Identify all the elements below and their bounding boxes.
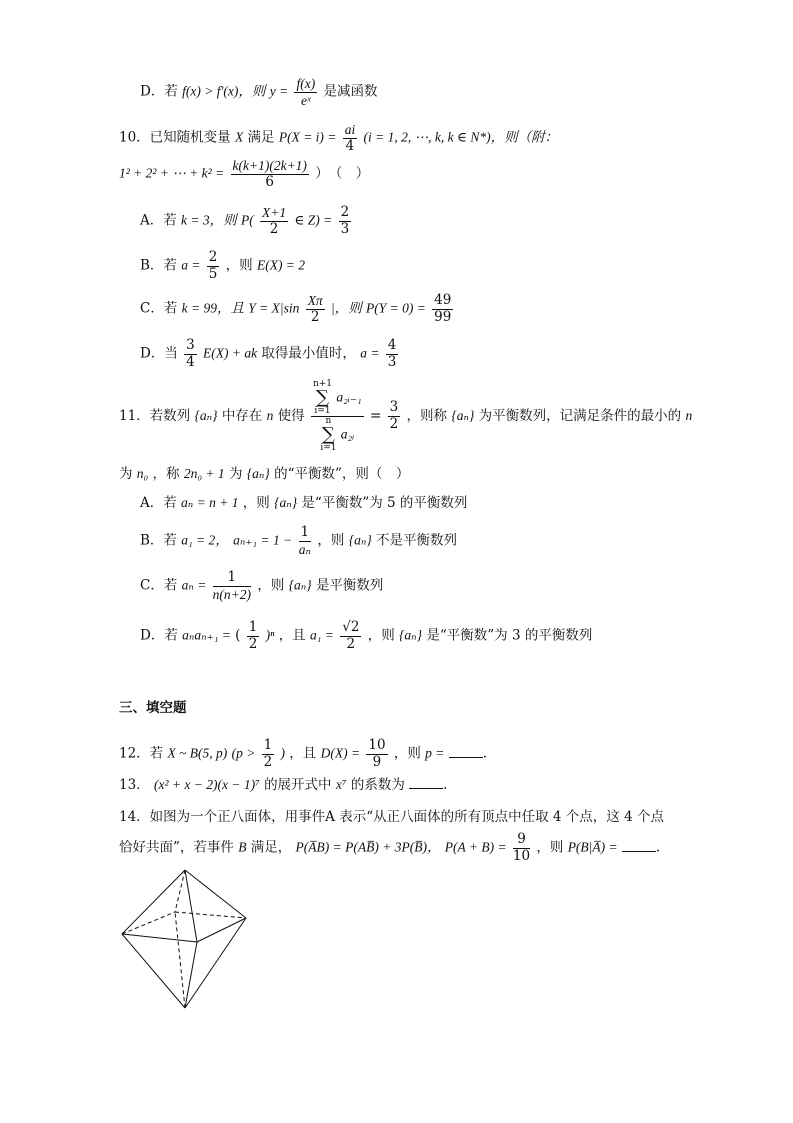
q11-a-c: ，则 [242, 495, 270, 511]
q10-hint [119, 158, 369, 190]
octahedron-figure [115, 866, 255, 1014]
q10-c-fraction [306, 293, 325, 325]
q10-b-c: ，则 [225, 257, 253, 274]
q13-c: 的展开式中 [264, 777, 332, 793]
q10-c-num: Xπ [307, 293, 323, 308]
q11-d-c: ( [235, 627, 241, 644]
q11-a-a: A．若 [140, 495, 177, 511]
q10-d-fraction [184, 338, 197, 370]
q11-stem [119, 380, 692, 453]
q12-d: ) [280, 745, 285, 761]
q10-a-b: k = 3，则 [181, 212, 237, 228]
q11-b-num: 1 [300, 524, 310, 540]
q11-stem-a: 11．若数列 [119, 408, 191, 424]
q11-b-d: ，则 [317, 532, 345, 549]
q10-d-d: a = [360, 345, 380, 361]
q10-stem-a: 10．已知随机变量 [119, 129, 231, 146]
q14-l2-a: 恰好共面”，若事件 [119, 839, 234, 856]
q9-d-den: eˣ [300, 92, 311, 108]
q10-a-num: X+1 [262, 205, 287, 220]
q14-l2-c: P(A̅B) = P(AB̅) + 3P(B̅)， [295, 839, 441, 855]
q11-c-num: 1 [213, 570, 251, 587]
q11-b-e: {aₙ} [348, 532, 372, 548]
q11-a-e: 是“平衡数”为 5 的平衡数列 [301, 495, 468, 511]
q11-sum-bottom [311, 417, 364, 453]
q11-stem-n: n [266, 408, 274, 423]
q12-c-num: 1 [263, 737, 273, 753]
q10-stem-c: (i = 1, 2, ⋯, k, k ∈ N*)，则（附： [363, 129, 559, 145]
q10-hint-den: 6 [265, 173, 275, 190]
q14-l2-e: ，则 [536, 839, 564, 856]
q11-option-a [140, 491, 467, 511]
q13-f: . [443, 777, 448, 793]
q14-den: 10 [512, 847, 531, 864]
q12-f-den: 9 [372, 753, 382, 770]
q11-option-c [140, 570, 383, 602]
q11-d-den: 2 [248, 635, 258, 652]
q9-d-prefix: D．若 [140, 83, 178, 100]
q9-d-suffix: 是减函数 [323, 83, 378, 100]
q11-sum-bot-lower: i=1 [320, 443, 337, 453]
q11-sum-fraction [311, 380, 364, 453]
q14-num: 9 [513, 832, 530, 849]
q10-hint-num: k(k+1)(2k+1) [232, 158, 307, 173]
q11-sum-top-sigma [313, 380, 332, 416]
q12-i: . [482, 745, 487, 762]
q11-d-h: {aₙ} [399, 627, 423, 643]
q14-line1: 14．如图为一个正八面体，用事件A 表示“从正八面体的所有顶点中任取 4 个点，这 4 个点 [119, 809, 664, 825]
q12-c: (p > [231, 745, 256, 761]
q11-d-a: D．若 [140, 627, 178, 644]
q12-a: 12．若 [119, 745, 164, 762]
q9-d-y: y = [269, 83, 289, 99]
q14-line2 [119, 832, 660, 864]
answer-blank[interactable] [622, 839, 656, 852]
q12-f: D(X) = [320, 745, 361, 761]
q10-c-rnum: 49 [434, 292, 452, 308]
q10-stem-b: 满足 [247, 129, 275, 146]
q10-a-fraction [260, 205, 288, 237]
answer-blank[interactable] [449, 745, 483, 758]
q10-b-b: a = [181, 257, 201, 273]
q11-c-fraction [213, 570, 251, 602]
answer-blank[interactable] [409, 776, 443, 789]
q10-stem-fraction [343, 122, 358, 154]
q9-option-d [140, 76, 378, 108]
q14-l2-d: P(A + B) = [444, 839, 507, 855]
q12-f-num: 10 [368, 737, 386, 753]
q11-l2-b: ，称 [152, 466, 180, 482]
q10-option-d [140, 338, 400, 370]
q10-b-fraction [207, 250, 220, 282]
q10-stem-x: X [234, 129, 244, 145]
q11-d-g: ，则 [367, 627, 395, 644]
q11-d-rnum: √2 [342, 619, 360, 635]
q11-sum-top-term: a₂ᵢ₋₁ [336, 389, 362, 405]
q14-l2-g: . [655, 839, 661, 856]
q11-l2-d: 为 [228, 466, 243, 482]
q11-sum-bot-sigma [320, 417, 336, 453]
q11-d-fraction [247, 620, 260, 652]
q11-b-c: aₙ₊₁ = 1 − [233, 532, 293, 548]
q11-d-e: ，且 [278, 627, 306, 644]
q10-d-rden: 3 [387, 353, 397, 370]
q10-d-rnum: 4 [387, 337, 397, 353]
q11-l2-f: 的“平衡数”，则（ ） [274, 466, 410, 482]
q11-sum-top-lower: i=1 [314, 406, 331, 416]
q11-d-f: a₁ = [309, 627, 334, 643]
q11-stem-f: 为平衡数列，记满足条件的最小的 [478, 408, 682, 424]
q10-a-rden: 3 [340, 220, 350, 237]
q11-ratio-num: 3 [389, 399, 399, 416]
q11-c-a: C．若 [140, 577, 178, 594]
q10-c-result [432, 293, 453, 325]
q11-sum-top-upper: n+1 [312, 379, 333, 389]
q9-d-fraction [294, 76, 317, 108]
q11-c-c: ，则 [257, 577, 285, 594]
q10-c-den: 2 [310, 308, 320, 325]
q12-h: p = [425, 745, 445, 761]
q10-c-d: |，则 [331, 300, 362, 316]
q10-hint-tail: ） （ ） [315, 165, 370, 182]
q10-c-b: k = 99，且 [181, 300, 244, 316]
sigma-icon: ∑ [321, 424, 335, 445]
q10-a-a: A．若 [140, 212, 177, 229]
q10-d-b: E(X) + ak [203, 345, 258, 361]
q10-d-a: D．当 [140, 345, 178, 362]
q10-stem [119, 122, 558, 154]
q11-eq: = [370, 408, 382, 424]
q11-l2-e: {aₙ} [246, 466, 270, 481]
q13-e: 的系数为 [350, 777, 405, 793]
q11-b-a: B．若 [140, 532, 177, 549]
q12-e: ，且 [289, 745, 317, 762]
q11-c-den: n(n+2) [212, 586, 252, 602]
sigma-icon: ∑ [316, 387, 329, 408]
q10-a-c: P( [240, 212, 254, 228]
q10-a-den: 2 [269, 220, 279, 237]
q13-d: x⁷ [335, 777, 347, 792]
q10-b-a: B．若 [140, 257, 177, 274]
q10-stem-num: ai [344, 122, 356, 137]
q11-stem-c: 使得 [277, 408, 305, 424]
q11-stem-g: n [685, 408, 693, 423]
q10-option-c [140, 293, 455, 325]
q13-b: (x² + x − 2)(x − 1)⁷ [153, 777, 260, 792]
q10-d-c: 取得最小值时， [261, 345, 356, 362]
q11-stem-e: {aₙ} [451, 408, 475, 423]
q11-option-d [140, 620, 592, 652]
q9-d-num: f(x) [296, 76, 316, 91]
q11-stem-d: ，则称 [406, 408, 448, 424]
q10-option-b [140, 250, 305, 282]
q11-stem-line2 [119, 462, 409, 482]
q11-d-d: )ⁿ [265, 627, 275, 643]
q10-d-result [386, 338, 399, 370]
q11-l2-c: 2n₀ + 1 [183, 466, 225, 481]
q11-a-b: aₙ = n + 1 [181, 495, 239, 510]
q10-hint-lhs: 1² + 2² + ⋯ + k² = [119, 165, 225, 181]
q14-fraction [513, 832, 530, 864]
q11-a-d: {aₙ} [274, 495, 298, 510]
section-title: 三、填空题 [119, 700, 187, 716]
q11-ratio [388, 400, 401, 432]
q10-a-d: ∈ Z) = [294, 212, 333, 228]
q13 [119, 773, 447, 793]
q11-d-result [340, 620, 361, 652]
q10-b-den: 5 [208, 265, 218, 282]
q10-c-rden: 99 [434, 308, 452, 325]
q10-d-num: 3 [186, 337, 195, 353]
q12-c-fraction [262, 738, 275, 770]
q10-a-rnum: 2 [340, 204, 350, 220]
q11-b-den: aₙ [298, 541, 311, 557]
q11-b-fraction [299, 525, 312, 557]
q12-b: X ~ B(5, p) [167, 745, 228, 761]
q11-d-rden: 2 [346, 635, 356, 652]
q12-g: ，则 [393, 745, 421, 762]
q11-sum-bot-term: a₂ᵢ [340, 426, 355, 442]
q11-c-d: {aₙ} [288, 577, 312, 593]
q10-hint-fraction [231, 158, 309, 190]
q11-sum-bot-upper: n [325, 416, 332, 426]
q11-l2-a: 为 [119, 466, 133, 482]
q10-b-num: 2 [208, 249, 218, 265]
q11-d-b: aₙaₙ₊₁ = [182, 627, 231, 643]
q13-a: 13． [119, 777, 150, 793]
q12-c-den: 2 [263, 753, 273, 770]
q11-sum-top [311, 380, 364, 417]
q11-d-i: 是“平衡数”为 3 的平衡数列 [426, 627, 593, 644]
q10-stem-p: P(X = i) = [278, 129, 337, 145]
q12-f-fraction [366, 738, 387, 770]
q10-option-a [140, 205, 353, 237]
q10-c-e: P(Y = 0) = [366, 300, 426, 316]
q11-l2-n0: n₀ [136, 466, 149, 481]
q11-c-b: aₙ = [181, 577, 207, 593]
q11-d-num: 1 [248, 619, 258, 635]
q11-c-e: 是平衡数列 [315, 577, 384, 594]
q14-l2-b: 满足， [250, 839, 292, 856]
q11-stem-b: 中存在 [221, 408, 263, 424]
q10-c-c: Y = X|sin [248, 300, 300, 316]
q11-b-b: a₁ = 2， [181, 532, 229, 548]
q10-c-a: C．若 [140, 300, 178, 317]
q9-d-condition: f(x) > f′(x)，则 [182, 83, 266, 99]
q10-a-result [339, 205, 352, 237]
q14-l2-f: P(B|A̅) = [567, 839, 618, 855]
q10-d-den: 4 [186, 353, 195, 370]
q10-stem-den: 4 [345, 137, 355, 154]
q11-option-b [140, 525, 457, 557]
q11-b-f: 不是平衡数列 [376, 532, 458, 549]
q12 [119, 738, 487, 770]
q10-b-d: E(X) = 2 [256, 257, 306, 273]
q11-ratio-den: 2 [389, 416, 399, 432]
q14-l2-b-var: B [238, 839, 247, 855]
q11-stem-an: {aₙ} [194, 408, 218, 423]
